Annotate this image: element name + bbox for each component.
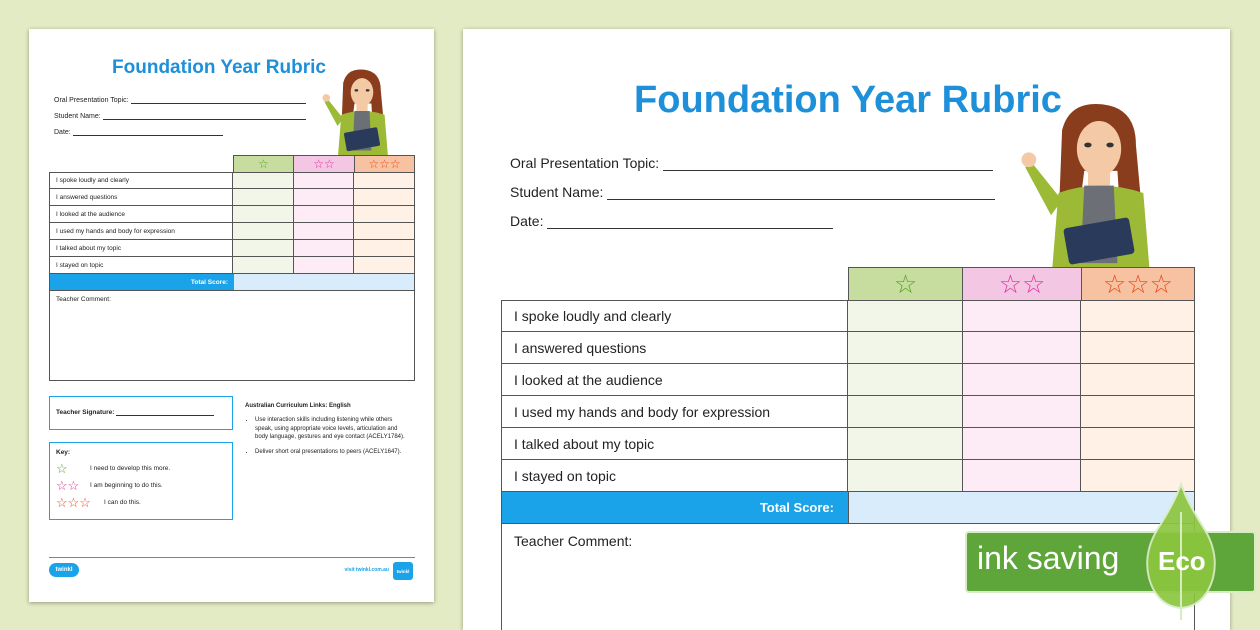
ink-saving-eco-badge <box>965 482 1256 622</box>
table-row: I spoke loudly and clearly <box>501 300 1195 332</box>
table-row: I looked at the audience <box>49 206 415 223</box>
star-header <box>233 155 415 172</box>
teacher-signature-box: Teacher Signature: <box>49 396 233 430</box>
twinkl-logo: twinkl <box>49 563 79 577</box>
page-footer <box>49 557 415 585</box>
two-star-icon: ☆☆ <box>313 157 335 171</box>
two-star-icon: ☆☆ <box>56 478 80 493</box>
rubric-thumbnail-page <box>29 29 434 602</box>
twinkl-badge: twinkl <box>393 562 413 580</box>
page-title: Foundation Year Rubric <box>112 57 326 78</box>
ink-saving-label: ink saving <box>977 540 1120 576</box>
star-header <box>848 267 1195 300</box>
date-field: Date: <box>54 128 223 136</box>
date-field: Date: <box>510 213 833 229</box>
rubric-table <box>49 155 415 381</box>
total-score-field[interactable] <box>234 274 414 290</box>
table-row: I used my hands and body for expression <box>501 396 1195 428</box>
one-star-icon: ☆ <box>56 461 68 476</box>
three-star-icon: ☆☆☆ <box>56 495 91 510</box>
table-row: I answered questions <box>501 332 1195 364</box>
total-score-row: Total Score: <box>49 274 415 291</box>
teacher-comment-box[interactable]: Teacher Comment: <box>49 291 415 381</box>
table-row: I used my hands and body for expression <box>49 223 415 240</box>
eco-label: Eco <box>1158 546 1206 576</box>
three-star-icon: ☆☆☆ <box>1103 269 1173 299</box>
topic-field: Oral Presentation Topic: <box>54 96 306 104</box>
key-box: Key: ☆ I need to develop this more. ☆☆ I am beginning to do this. ☆☆☆ I can do this. <box>49 442 233 520</box>
curriculum-links: Australian Curriculum Links: English • Use interaction skills including listening while others speak, using appropriate voice levels, articulation and body language, gestures and eye contact (ACELY1784). • Deliver short oral presentations to peers (ACELY1647). <box>245 402 410 462</box>
key-item: ☆☆ I am beginning to do this. <box>56 478 163 493</box>
student-name-field: Student Name: <box>54 112 306 120</box>
three-star-icon: ☆☆☆ <box>368 157 401 171</box>
table-row: I answered questions <box>49 189 415 206</box>
table-row: I stayed on topic <box>501 460 1195 492</box>
table-row: I talked about my topic <box>49 240 415 257</box>
key-item: ☆ I need to develop this more. <box>56 461 171 476</box>
table-row: I talked about my topic <box>501 428 1195 460</box>
teacher-comment-box[interactable]: Teacher Comment: <box>501 524 1195 630</box>
student-name-field: Student Name: <box>510 184 995 200</box>
table-row: I spoke loudly and clearly <box>49 172 415 189</box>
one-star-icon: ☆ <box>893 269 918 299</box>
one-star-icon: ☆ <box>258 157 269 171</box>
table-row: I looked at the audience <box>501 364 1195 396</box>
topic-field: Oral Presentation Topic: <box>510 155 993 171</box>
two-star-icon: ☆☆ <box>998 269 1046 299</box>
criteria-rows <box>49 172 415 274</box>
key-item: ☆☆☆ I can do this. <box>56 495 141 510</box>
criteria-rows <box>501 300 1195 492</box>
total-score-row: Total Score: <box>501 492 1195 524</box>
table-row: I stayed on topic <box>49 257 415 274</box>
page-title: Foundation Year Rubric <box>634 79 1062 121</box>
footer-url: visit twinkl.com.au <box>344 567 389 573</box>
